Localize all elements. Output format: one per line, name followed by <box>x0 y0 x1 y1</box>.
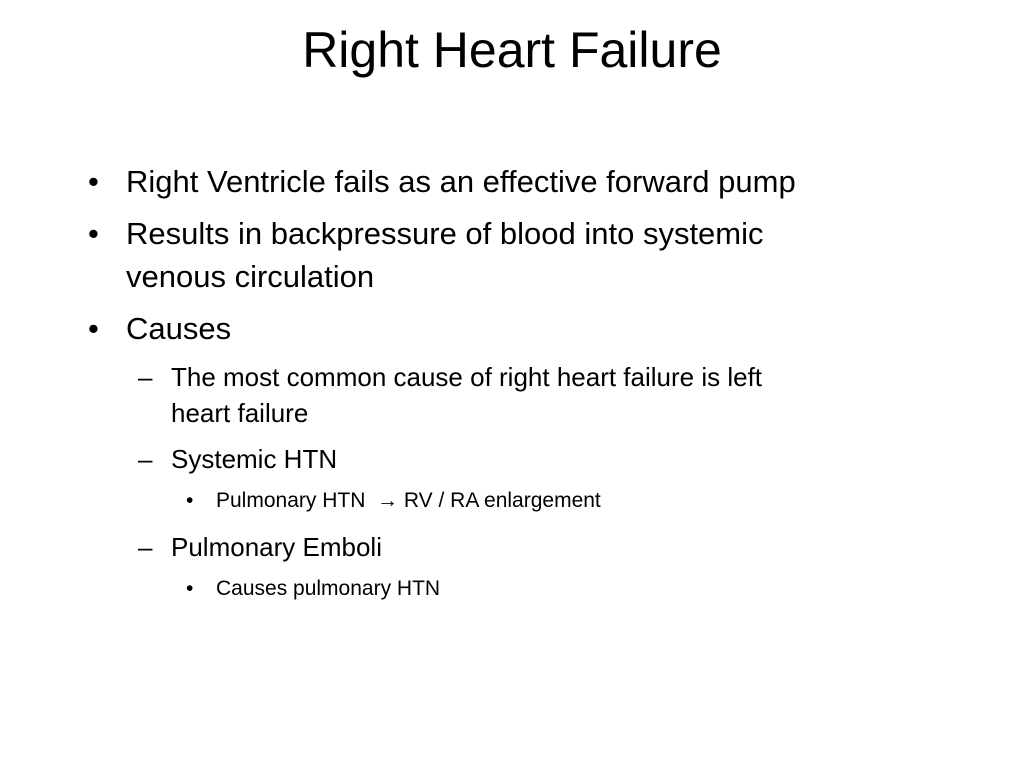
cause-item-1 <box>138 359 948 431</box>
cause-item-2 <box>138 441 948 477</box>
sub-item-1-text-after: RV / RA enlargement <box>398 489 601 512</box>
sub-item-1 <box>186 487 948 515</box>
dash-icon: – <box>138 362 153 392</box>
cause-item-2-text: Systemic HTN <box>171 444 338 474</box>
bullet-icon: • <box>88 164 99 199</box>
cause-item-3-text: Pulmonary Emboli <box>171 532 382 562</box>
bullet-item-2-text-line-1: Results in backpressure of blood into systemic <box>126 216 764 251</box>
bullet-item-2 <box>88 212 948 298</box>
bullet-icon: • <box>88 216 99 251</box>
sub-item-1-text-before: Pulmonary HTN <box>216 489 378 512</box>
bullet-icon: • <box>186 489 194 512</box>
sub-item-2-text: Causes pulmonary HTN <box>216 577 441 600</box>
bullet-item-3-text: Causes <box>126 311 232 346</box>
bullet-item-2-text-line-2: venous circulation <box>126 259 375 294</box>
arrow-right-icon: → <box>377 489 399 512</box>
bullet-item-1-text: Right Ventricle fails as an effective forward pump <box>126 164 796 199</box>
bullet-item-1 <box>88 160 948 203</box>
slide-title: Right Heart Failure <box>302 22 722 78</box>
cause-item-3 <box>138 529 948 565</box>
slide-body <box>88 160 948 617</box>
bullet-item-3 <box>88 307 948 350</box>
bullet-icon: • <box>88 311 99 346</box>
cause-item-1-text-line-1: The most common cause of right heart failure is left <box>171 362 763 392</box>
dash-icon: – <box>138 444 153 474</box>
sub-item-2 <box>186 575 948 603</box>
bullet-icon: • <box>186 577 194 600</box>
dash-icon: – <box>138 532 153 562</box>
cause-item-1-text-line-2: heart failure <box>171 398 309 428</box>
